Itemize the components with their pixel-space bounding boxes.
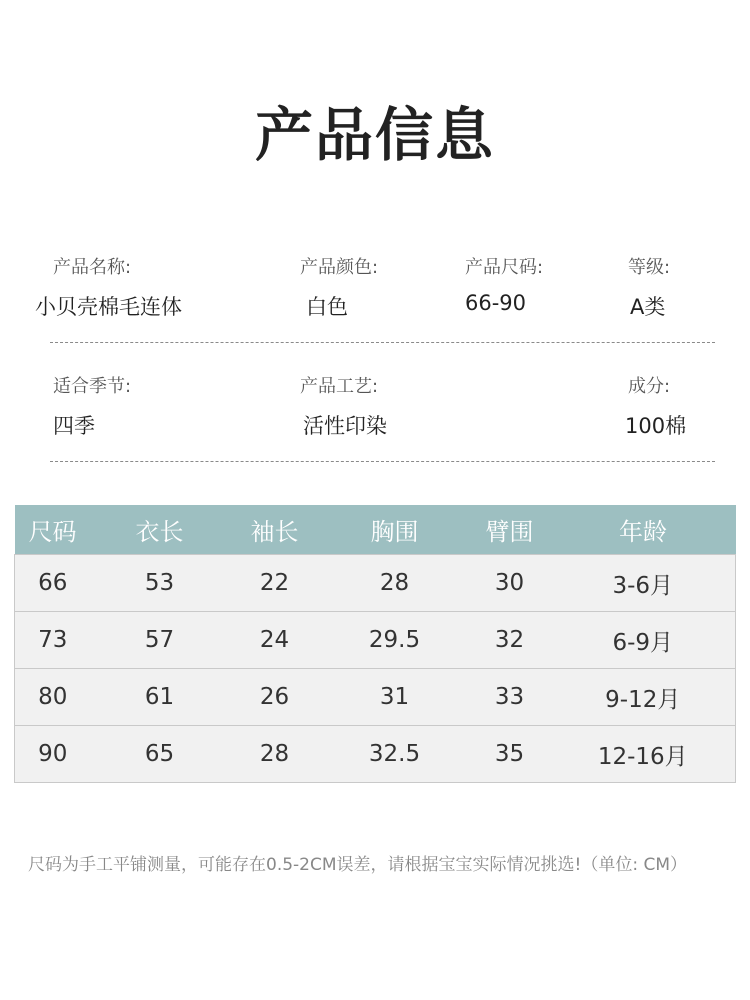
table-cell: 32 (469, 612, 551, 669)
season-value: 四季 (53, 414, 95, 438)
table-cell: 73 (15, 612, 91, 669)
size-table (14, 505, 736, 783)
table-cell: 30 (469, 555, 551, 612)
table-header-row (15, 505, 736, 555)
product-color-value: 白色 (306, 295, 348, 319)
grade-label: 等级: (628, 257, 671, 278)
table-row (15, 669, 736, 726)
table-cell: 22 (229, 555, 321, 612)
divider-line (50, 342, 715, 343)
table-row (15, 555, 736, 612)
table-cell: 65 (91, 726, 229, 783)
table-cell: 32.5 (321, 726, 469, 783)
table-cell: 26 (229, 669, 321, 726)
product-size-label: 产品尺码: (465, 257, 544, 278)
table-cell: 24 (229, 612, 321, 669)
measurement-note: 尺码为手工平铺测量，可能存在0.5-2CM误差，请根据宝宝实际情况挑选!（单位: CM） (28, 855, 688, 875)
header-size: 尺码 (15, 505, 91, 555)
table-cell: 66 (15, 555, 91, 612)
table-cell: 33 (469, 669, 551, 726)
table-cell: 12-16月 (551, 726, 736, 783)
header-arm: 臂围 (469, 505, 551, 555)
table-cell: 28 (321, 555, 469, 612)
header-length: 衣长 (91, 505, 229, 555)
craft-label: 产品工艺: (300, 376, 379, 397)
table-cell: 6-9月 (551, 612, 736, 669)
divider-line (50, 461, 715, 462)
craft-value: 活性印染 (303, 414, 387, 438)
table-cell: 29.5 (321, 612, 469, 669)
table-cell: 28 (229, 726, 321, 783)
season-label: 适合季节: (53, 376, 132, 397)
table-row (15, 726, 736, 783)
table-cell: 9-12月 (551, 669, 736, 726)
header-chest: 胸围 (321, 505, 469, 555)
composition-value: 100棉 (625, 414, 687, 438)
product-name-label: 产品名称: (53, 257, 132, 278)
table-cell: 53 (91, 555, 229, 612)
table-cell: 61 (91, 669, 229, 726)
table-cell: 3-6月 (551, 555, 736, 612)
grade-value: A类 (630, 295, 666, 319)
table-cell: 31 (321, 669, 469, 726)
product-size-value: 66-90 (465, 291, 527, 315)
table-cell: 57 (91, 612, 229, 669)
header-age: 年龄 (551, 505, 736, 555)
product-name-value: 小贝壳棉毛连体 (35, 295, 182, 319)
header-sleeve: 袖长 (229, 505, 321, 555)
table-cell: 35 (469, 726, 551, 783)
table-cell: 90 (15, 726, 91, 783)
table-row (15, 612, 736, 669)
product-color-label: 产品颜色: (300, 257, 379, 278)
composition-label: 成分: (628, 376, 671, 397)
table-cell: 80 (15, 669, 91, 726)
page-title: 产品信息 (254, 101, 495, 169)
